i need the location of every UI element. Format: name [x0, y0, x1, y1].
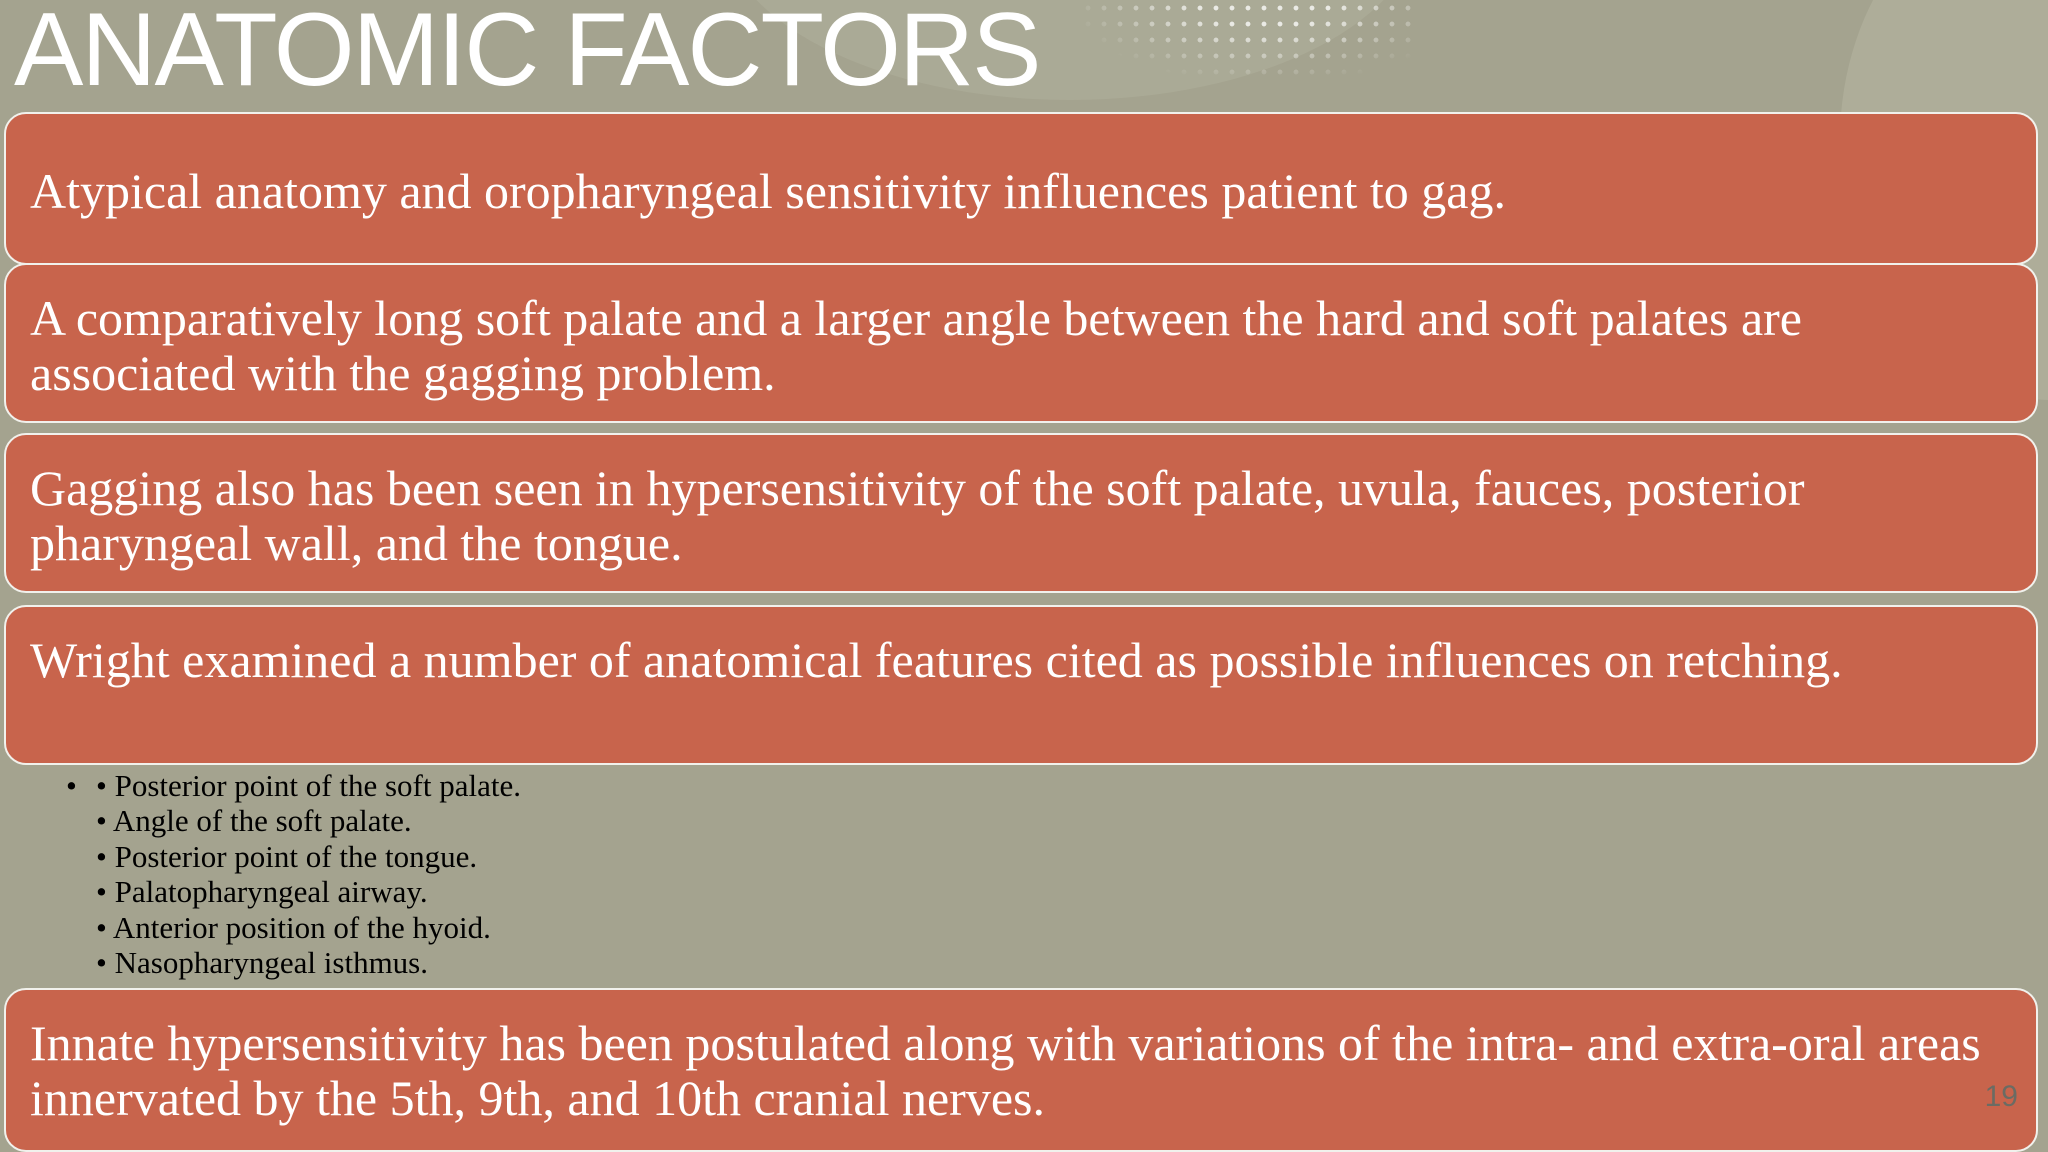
box-text: Gagging also has been seen in hypersensitivity of the soft palate, uvula, fauces, posterior pharyngeal wall, and the tongue.: [30, 460, 1805, 571]
page-number: 19: [1984, 1080, 2018, 1113]
list-item: • Palatopharyngeal airway.: [96, 874, 428, 910]
list-item: • • Posterior point of the soft palate.: [64, 768, 521, 803]
content-box-innate-hypersensitivity: [4, 988, 2038, 1152]
list-item: • Nasopharyngeal isthmus.: [96, 945, 428, 981]
content-box-wright: [4, 605, 2038, 765]
content-box-soft-palate: [4, 263, 2038, 423]
dot-pattern-decoration: [1080, 0, 1420, 80]
box-text: A comparatively long soft palate and a larger angle between the hard and soft palates are associated with the gagging problem.: [30, 290, 1802, 401]
content-box-atypical-anatomy: [4, 112, 2038, 265]
list-item: • Posterior point of the tongue.: [96, 838, 478, 874]
list-item: • Anterior position of the hyoid.: [96, 909, 491, 945]
box-text: Atypical anatomy and oropharyngeal sensitivity influences patient to gag.: [30, 163, 1506, 219]
box-text: Wright examined a number of anatomical features cited as possible influences on retching.: [30, 632, 1843, 688]
list-item: • Angle of the soft palate.: [96, 803, 412, 839]
anatomical-features-list: [64, 768, 521, 980]
slide-title: ANATOMIC FACTORS: [14, 0, 1040, 108]
content-box-hypersensitivity: [4, 433, 2038, 593]
box-text: Innate hypersensitivity has been postulated along with variations of the intra- and extra-oral areas innervated by the 5th, 9th, and 10th cranial nerves.: [30, 1015, 1981, 1126]
